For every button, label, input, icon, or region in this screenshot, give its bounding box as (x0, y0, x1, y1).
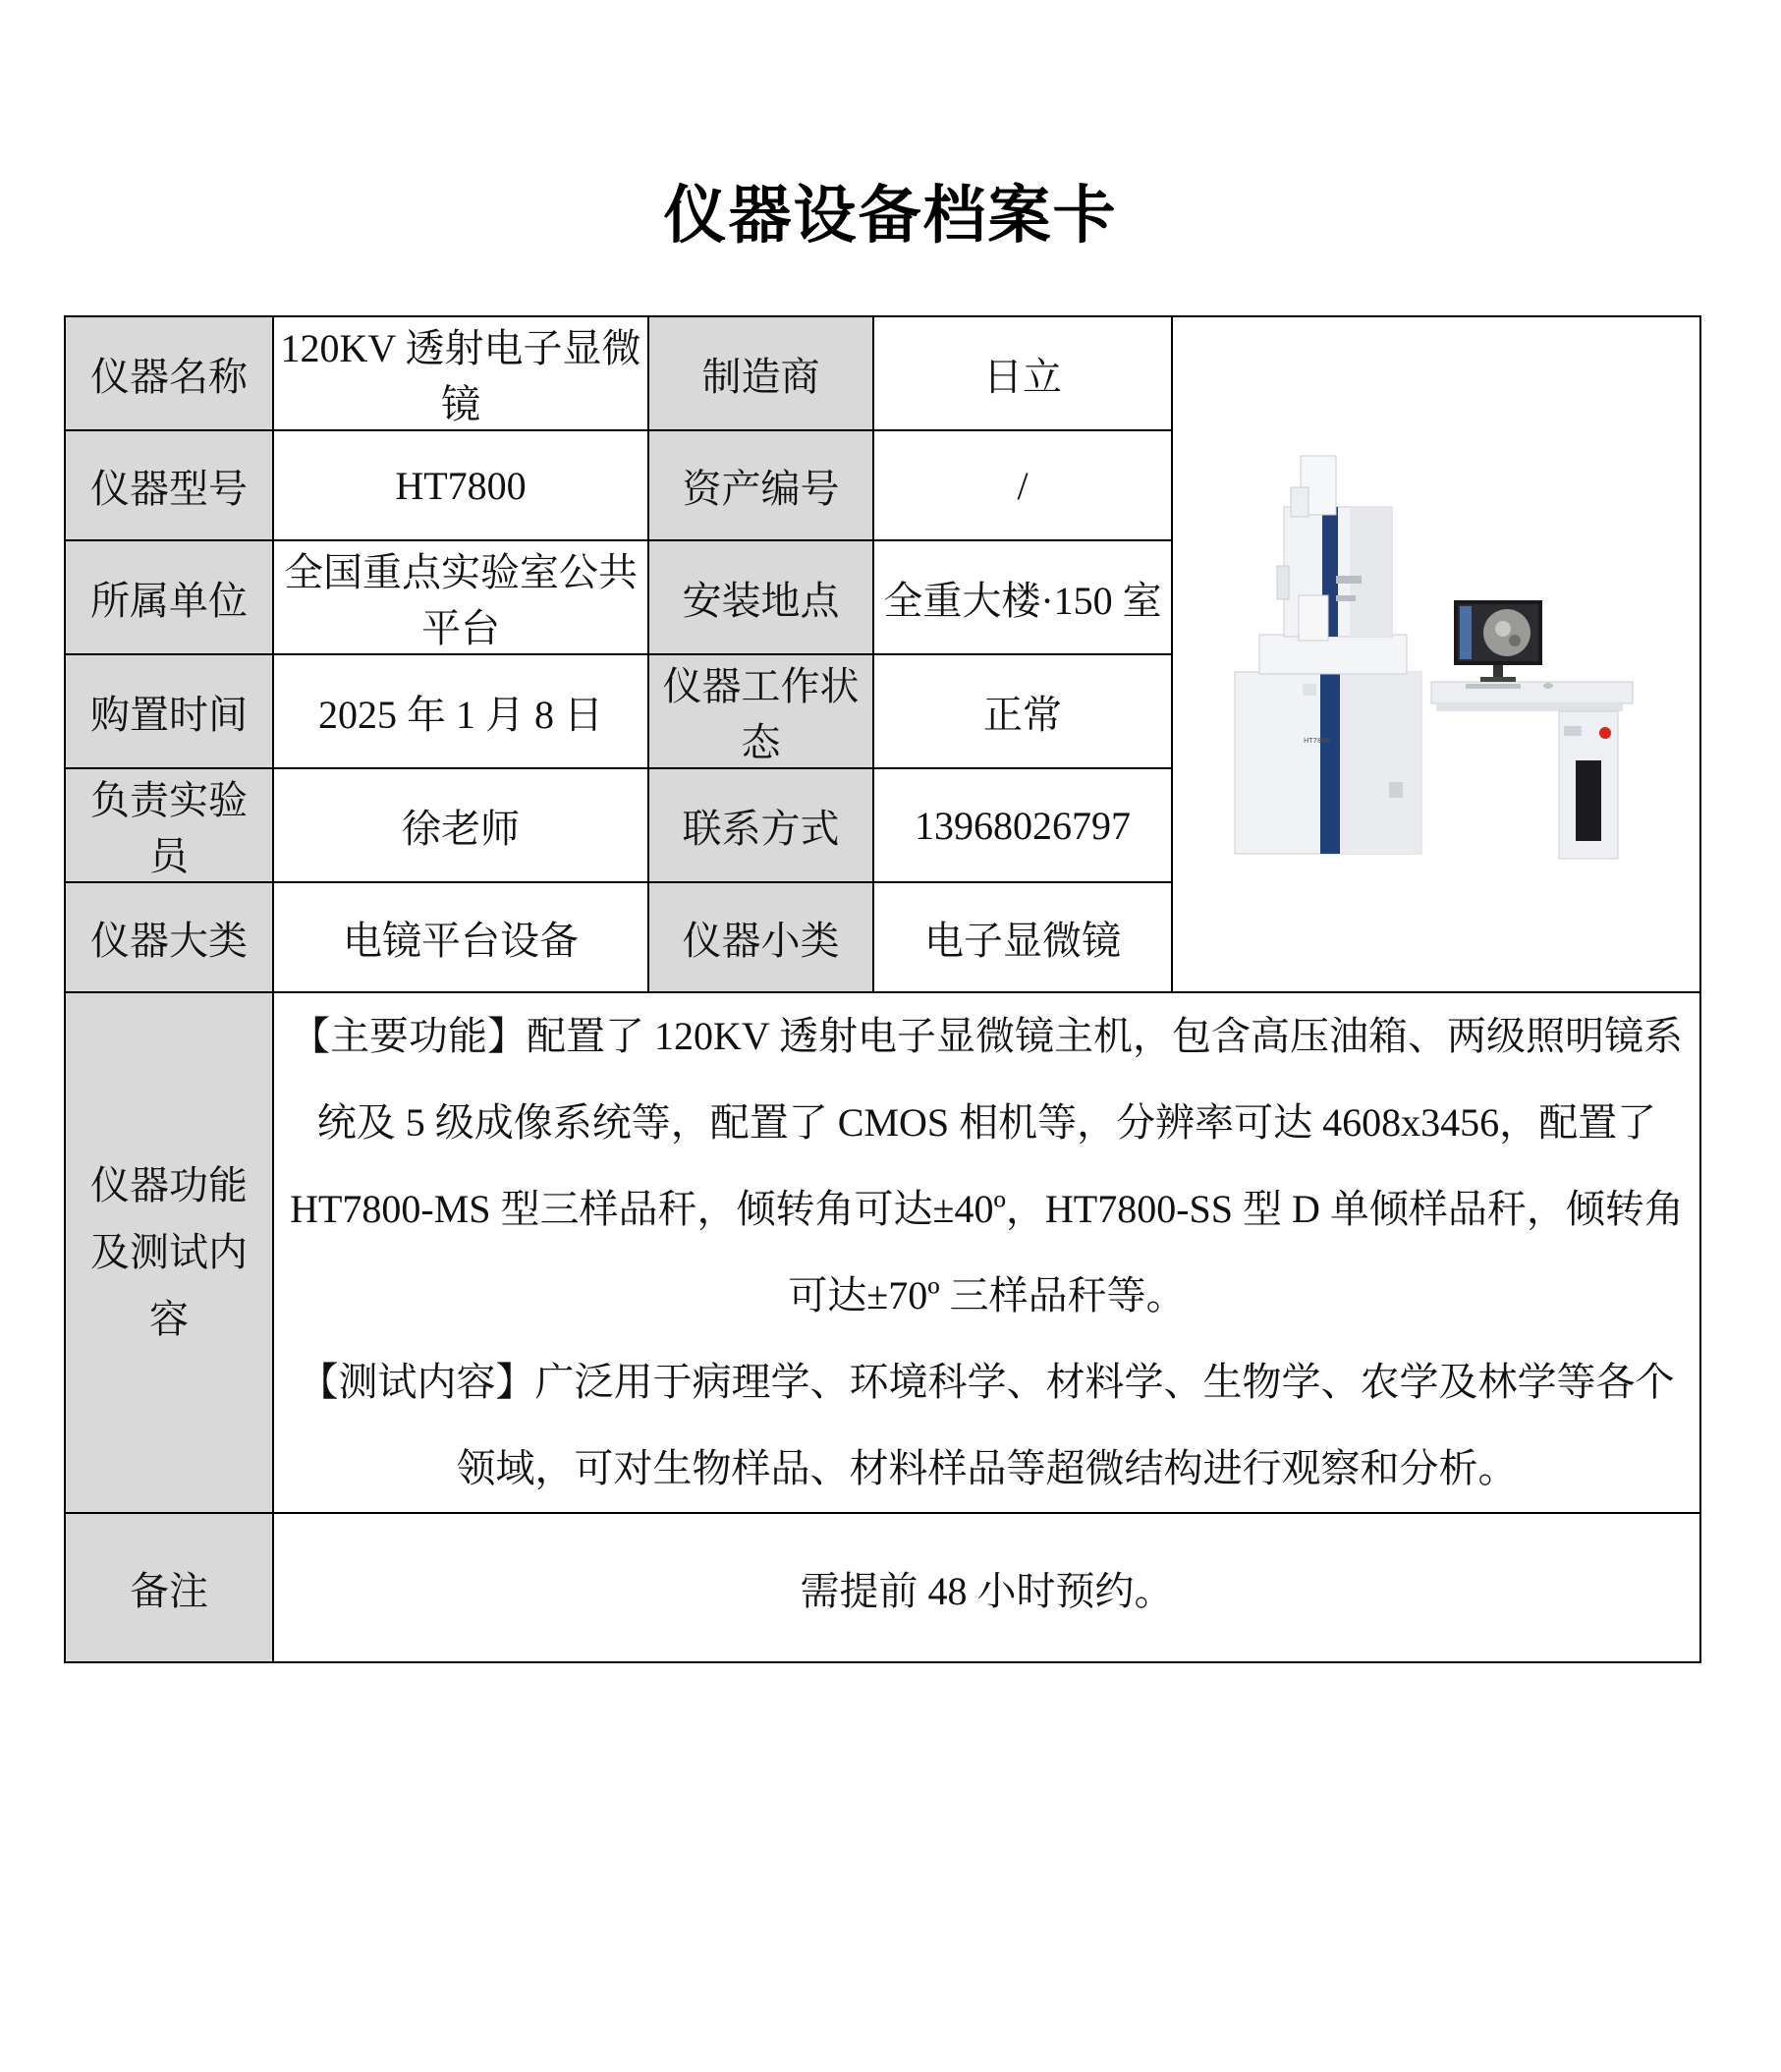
contact-value: 13968026797 (873, 768, 1172, 882)
status-label: 仪器工作状态 (648, 654, 873, 768)
asset-no-label: 资产编号 (648, 430, 873, 540)
model-value: HT7800 (273, 430, 648, 540)
status-value: 正常 (873, 654, 1172, 768)
location-value: 全重大楼·150 室 (873, 540, 1172, 654)
subcategory-label: 仪器小类 (648, 882, 873, 992)
purchase-date-value: 2025 年 1 月 8 日 (273, 654, 648, 768)
instrument-name-label: 仪器名称 (65, 316, 273, 430)
contact-label: 联系方式 (648, 768, 873, 882)
test-content-text: 【测试内容】广泛用于病理学、环境科学、材料学、生物学、农学及林学等各个领域，可对生物样品、材料样品等超微结构进行观察和分析。 (299, 1360, 1675, 1490)
instrument-photo-cell (1172, 316, 1700, 992)
functions-label-line1: 仪器功能 (90, 1163, 248, 1207)
unit-value: 全国重点实验室公共平台 (273, 540, 648, 654)
operator-value: 徐老师 (273, 768, 648, 882)
location-label: 安装地点 (648, 540, 873, 654)
main-function-text: 【主要功能】配置了 120KV 透射电子显微镜主机，包含高压油箱、两级照明镜系统及 5 级成像系统等，配置了 CMOS 相机等，分辨率可达 4608x3456，配置了 HT7800-MS 型三样品秆，倾转角可达±40º，HT7800-SS 型 D 单倾样品秆，倾转角可达±70º 三样品秆等。 (290, 1014, 1684, 1317)
unit-label: 所属单位 (65, 540, 273, 654)
remarks-label: 备注 (65, 1513, 273, 1662)
subcategory-value: 电子显微镜 (873, 882, 1172, 992)
manufacturer-value: 日立 (873, 316, 1172, 430)
functions-content (273, 992, 1700, 1513)
functions-label (65, 992, 273, 1513)
category-value: 电镜平台设备 (273, 882, 648, 992)
functions-label-line2: 及测试内容 (90, 1230, 248, 1341)
manufacturer-label: 制造商 (648, 316, 873, 430)
operator-label: 负责实验员 (65, 768, 273, 882)
instrument-name-value: 120KV 透射电子显微镜 (273, 316, 648, 430)
remarks-value: 需提前 48 小时预约。 (273, 1513, 1700, 1662)
purchase-date-label: 购置时间 (65, 654, 273, 768)
category-label: 仪器大类 (65, 882, 273, 992)
transmission-electron-microscope-photo (1230, 448, 1642, 861)
asset-no-value: / (873, 430, 1172, 540)
page-title: 仪器设备档案卡 (663, 180, 1118, 252)
instrument-record-table (64, 315, 1701, 1663)
instrument-badge-text: HT7800 (1304, 737, 1331, 745)
model-label: 仪器型号 (65, 430, 273, 540)
